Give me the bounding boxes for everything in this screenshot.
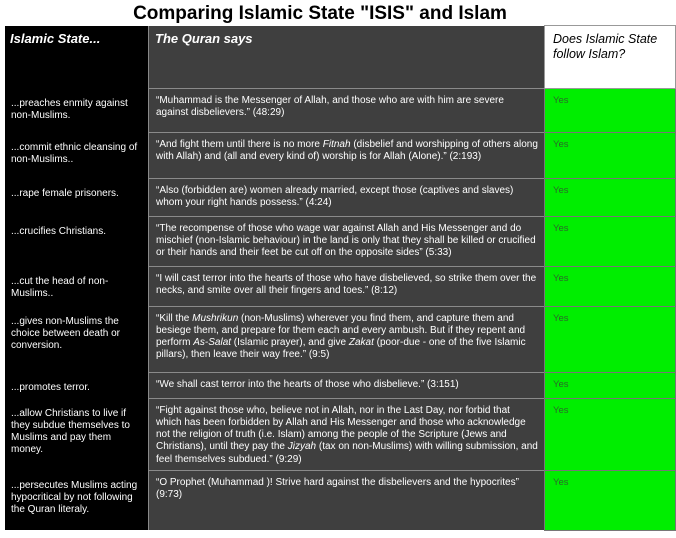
quran-quote-cell xyxy=(149,266,545,306)
quote-text: “O Prophet (Muhammad )! Strive hard against the disbelievers and the hypocrites” (9:73) xyxy=(156,476,519,501)
action-cell: ...allow Christians to live if they subdue themselves to Muslims and pay them money. xyxy=(5,398,149,470)
answer-cell: Yes xyxy=(545,306,676,372)
table-row xyxy=(5,372,676,398)
answer-cell: Yes xyxy=(545,88,676,132)
action-cell: ...persecutes Muslims acting hypocritical by not following the Quran literaly. xyxy=(5,470,149,530)
action-cell: ...crucifies Christians. xyxy=(5,216,149,266)
header-follow-islam: Does Islamic State follow Islam? xyxy=(545,26,676,89)
comparison-table xyxy=(5,25,676,531)
quote-text: (Islamic prayer), and give xyxy=(231,337,349,349)
answer-cell: Yes xyxy=(545,470,676,530)
table-row xyxy=(5,178,676,216)
answer-cell: Yes xyxy=(545,266,676,306)
quran-quote-cell xyxy=(149,132,545,178)
quote-text: (tax on non-Muslims) with willing submission, and feel themselves subdued.” (9:29) xyxy=(156,441,538,465)
quote-italic-term: Jizyah xyxy=(287,441,317,453)
quote-text: (disbelief and worshipping of others along with Allah) and (all and every kind of) worship is for Allah (Alone).” (2:193) xyxy=(156,138,538,162)
answer-cell: Yes xyxy=(545,216,676,266)
quran-quote-cell xyxy=(149,216,545,266)
quote-italic-term: Mushrikun xyxy=(192,312,239,324)
answer-cell: Yes xyxy=(545,398,676,470)
table-row xyxy=(5,216,676,266)
table-header-row xyxy=(5,26,676,89)
quote-text: “Also (forbidden are) women already married, except those (captives and slaves) whom your right hands possess.” (4:24) xyxy=(156,184,514,208)
table-row xyxy=(5,132,676,178)
answer-cell: Yes xyxy=(545,132,676,178)
action-cell: ...cut the head of non-Muslims.. xyxy=(5,266,149,306)
action-cell: ...rape female prisoners. xyxy=(5,178,149,216)
quote-text: “Fight against those who, believe not in Allah, nor in the Last Day, nor forbid that which has been forbidden by Allah and His Messenger and those who acknowledge not the religion of truth (i.e. Islam) among the people of the Scripture (Jews and Christians), until they pay the xyxy=(156,404,526,453)
quote-text: (poor-due - one of the five Islamic pillars), then leave their way free.” (9:5) xyxy=(156,337,526,361)
quote-italic-term: Fitnah xyxy=(322,138,351,150)
answer-cell: Yes xyxy=(545,178,676,216)
table-row xyxy=(5,306,676,372)
quran-quote-cell xyxy=(149,470,545,530)
quran-quote-cell xyxy=(149,178,545,216)
quote-text: “I will cast terror into the hearts of those who have disbelieved, so strike them over the necks, and smite over all their fingers and toes.” (8:12) xyxy=(156,272,537,296)
table-row xyxy=(5,398,676,470)
quote-text: “We shall cast terror into the hearts of those who disbelieve.” (3:151) xyxy=(156,378,459,390)
quote-text: “Muhammad is the Messenger of Allah, and those who are with him are severe against disbelievers.” (48:29) xyxy=(156,94,504,118)
header-quran-says: The Quran says xyxy=(149,26,545,89)
quote-italic-term: As-Salat xyxy=(193,337,232,349)
table-row xyxy=(5,266,676,306)
quran-quote-cell xyxy=(149,398,545,470)
action-cell: ...promotes terror. xyxy=(5,372,149,398)
header-islamic-state: Islamic State... xyxy=(5,26,149,89)
action-cell: ...commit ethnic cleansing of non-Muslims.. xyxy=(5,132,149,178)
answer-cell: Yes xyxy=(545,372,676,398)
table-row xyxy=(5,88,676,132)
action-cell: ...gives non-Muslims the choice between death or conversion. xyxy=(5,306,149,372)
quran-quote-cell xyxy=(149,372,545,398)
quote-text: “The recompense of those who wage war against Allah and His Messenger and do mischief (non-Islamic behaviour) in the land is only that they shall be killed or crucified or their hands and their feet be cut off on the opposite sides” (5:33) xyxy=(156,222,536,259)
page-title: Comparing Islamic State "ISIS" and Islam xyxy=(133,3,507,24)
quote-text: (non-Muslims) wherever you find them, and capture them and besiege them, and prepare for them each and every ambush. But if they repent and perform xyxy=(156,312,526,349)
table-row xyxy=(5,470,676,530)
quote-italic-term: Zakat xyxy=(348,337,374,349)
quran-quote-cell xyxy=(149,306,545,372)
action-cell: ...preaches enmity against non-Muslims. xyxy=(5,88,149,132)
quote-text: “Kill the xyxy=(156,312,193,324)
quote-text: “And fight them until there is no more xyxy=(156,138,323,150)
quran-quote-cell xyxy=(149,88,545,132)
